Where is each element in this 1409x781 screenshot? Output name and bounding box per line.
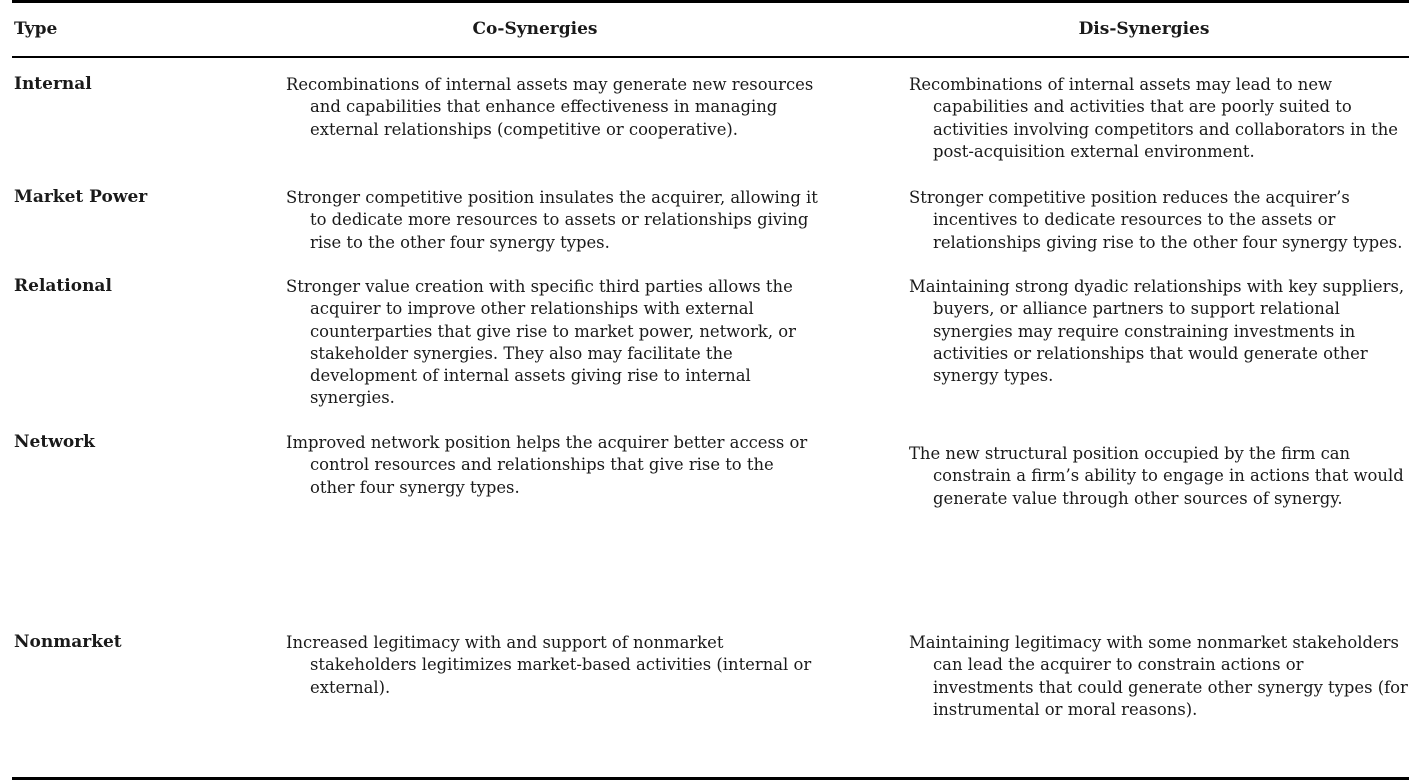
header-dis-synergies: Dis-Synergies: [1078, 19, 1210, 39]
bottom-rule: [12, 777, 1409, 780]
row-type: Network: [14, 432, 95, 452]
row-dis-synergy: Maintaining legitimacy with some nonmarket stakeholders can lead the acquirer to constrain actions or investments that could generate other synergy types (for instrumental or moral reasons).: [909, 633, 1408, 719]
row-co-synergy: Recombinations of internal assets may generate new resources and capabilities that enhance effectiveness in managing external relationships (competitive or cooperative).: [286, 75, 814, 139]
top-rule: [12, 0, 1409, 3]
header-type: Type: [14, 19, 58, 39]
row-dis-synergy: The new structural position occupied by the firm can constrain a firm’s ability to engage in actions that would generate value through other sources of synergy.: [909, 444, 1404, 508]
table-header: [0, 19, 1409, 43]
row-type: Relational: [14, 276, 112, 296]
row-dis-synergy: Stronger competitive position reduces the acquirer’s incentives to dedicate resources to the assets or relationships giving rise to the other four synergy types.: [909, 188, 1403, 252]
row-co-synergy: Stronger competitive position insulates the acquirer, allowing it to dedicate more resources to assets or relationships giving rise to the other four synergy types.: [286, 188, 818, 252]
row-dis-synergy: Recombinations of internal assets may lead to new capabilities and activities that are poorly suited to activities involving competitors and collaborators in the post-acquisition external environment.: [909, 75, 1398, 161]
header-rule: [12, 56, 1409, 58]
row-co-synergy: Improved network position helps the acquirer better access or control resources and relationships that give rise to the other four synergy types.: [286, 433, 808, 497]
row-co-synergy: Increased legitimacy with and support of nonmarket stakeholders legitimizes market-based activities (internal or external).: [286, 633, 812, 697]
row-type: Nonmarket: [14, 632, 122, 652]
row-co-synergy: Stronger value creation with specific third parties allows the acquirer to improve other relationships with external counterparties that give rise to market power, network, or stakeholder synergies. They also may facilitate the development of internal assets giving rise to internal synergies.: [286, 277, 796, 408]
row-type: Market Power: [14, 187, 148, 207]
header-co-synergies: Co-Synergies: [472, 19, 598, 39]
row-type: Internal: [14, 74, 92, 94]
row-dis-synergy: Maintaining strong dyadic relationships with key suppliers, buyers, or alliance partners to support relational synergies may require constraining investments in activities or relationships that would generate other synergy types.: [909, 277, 1405, 386]
